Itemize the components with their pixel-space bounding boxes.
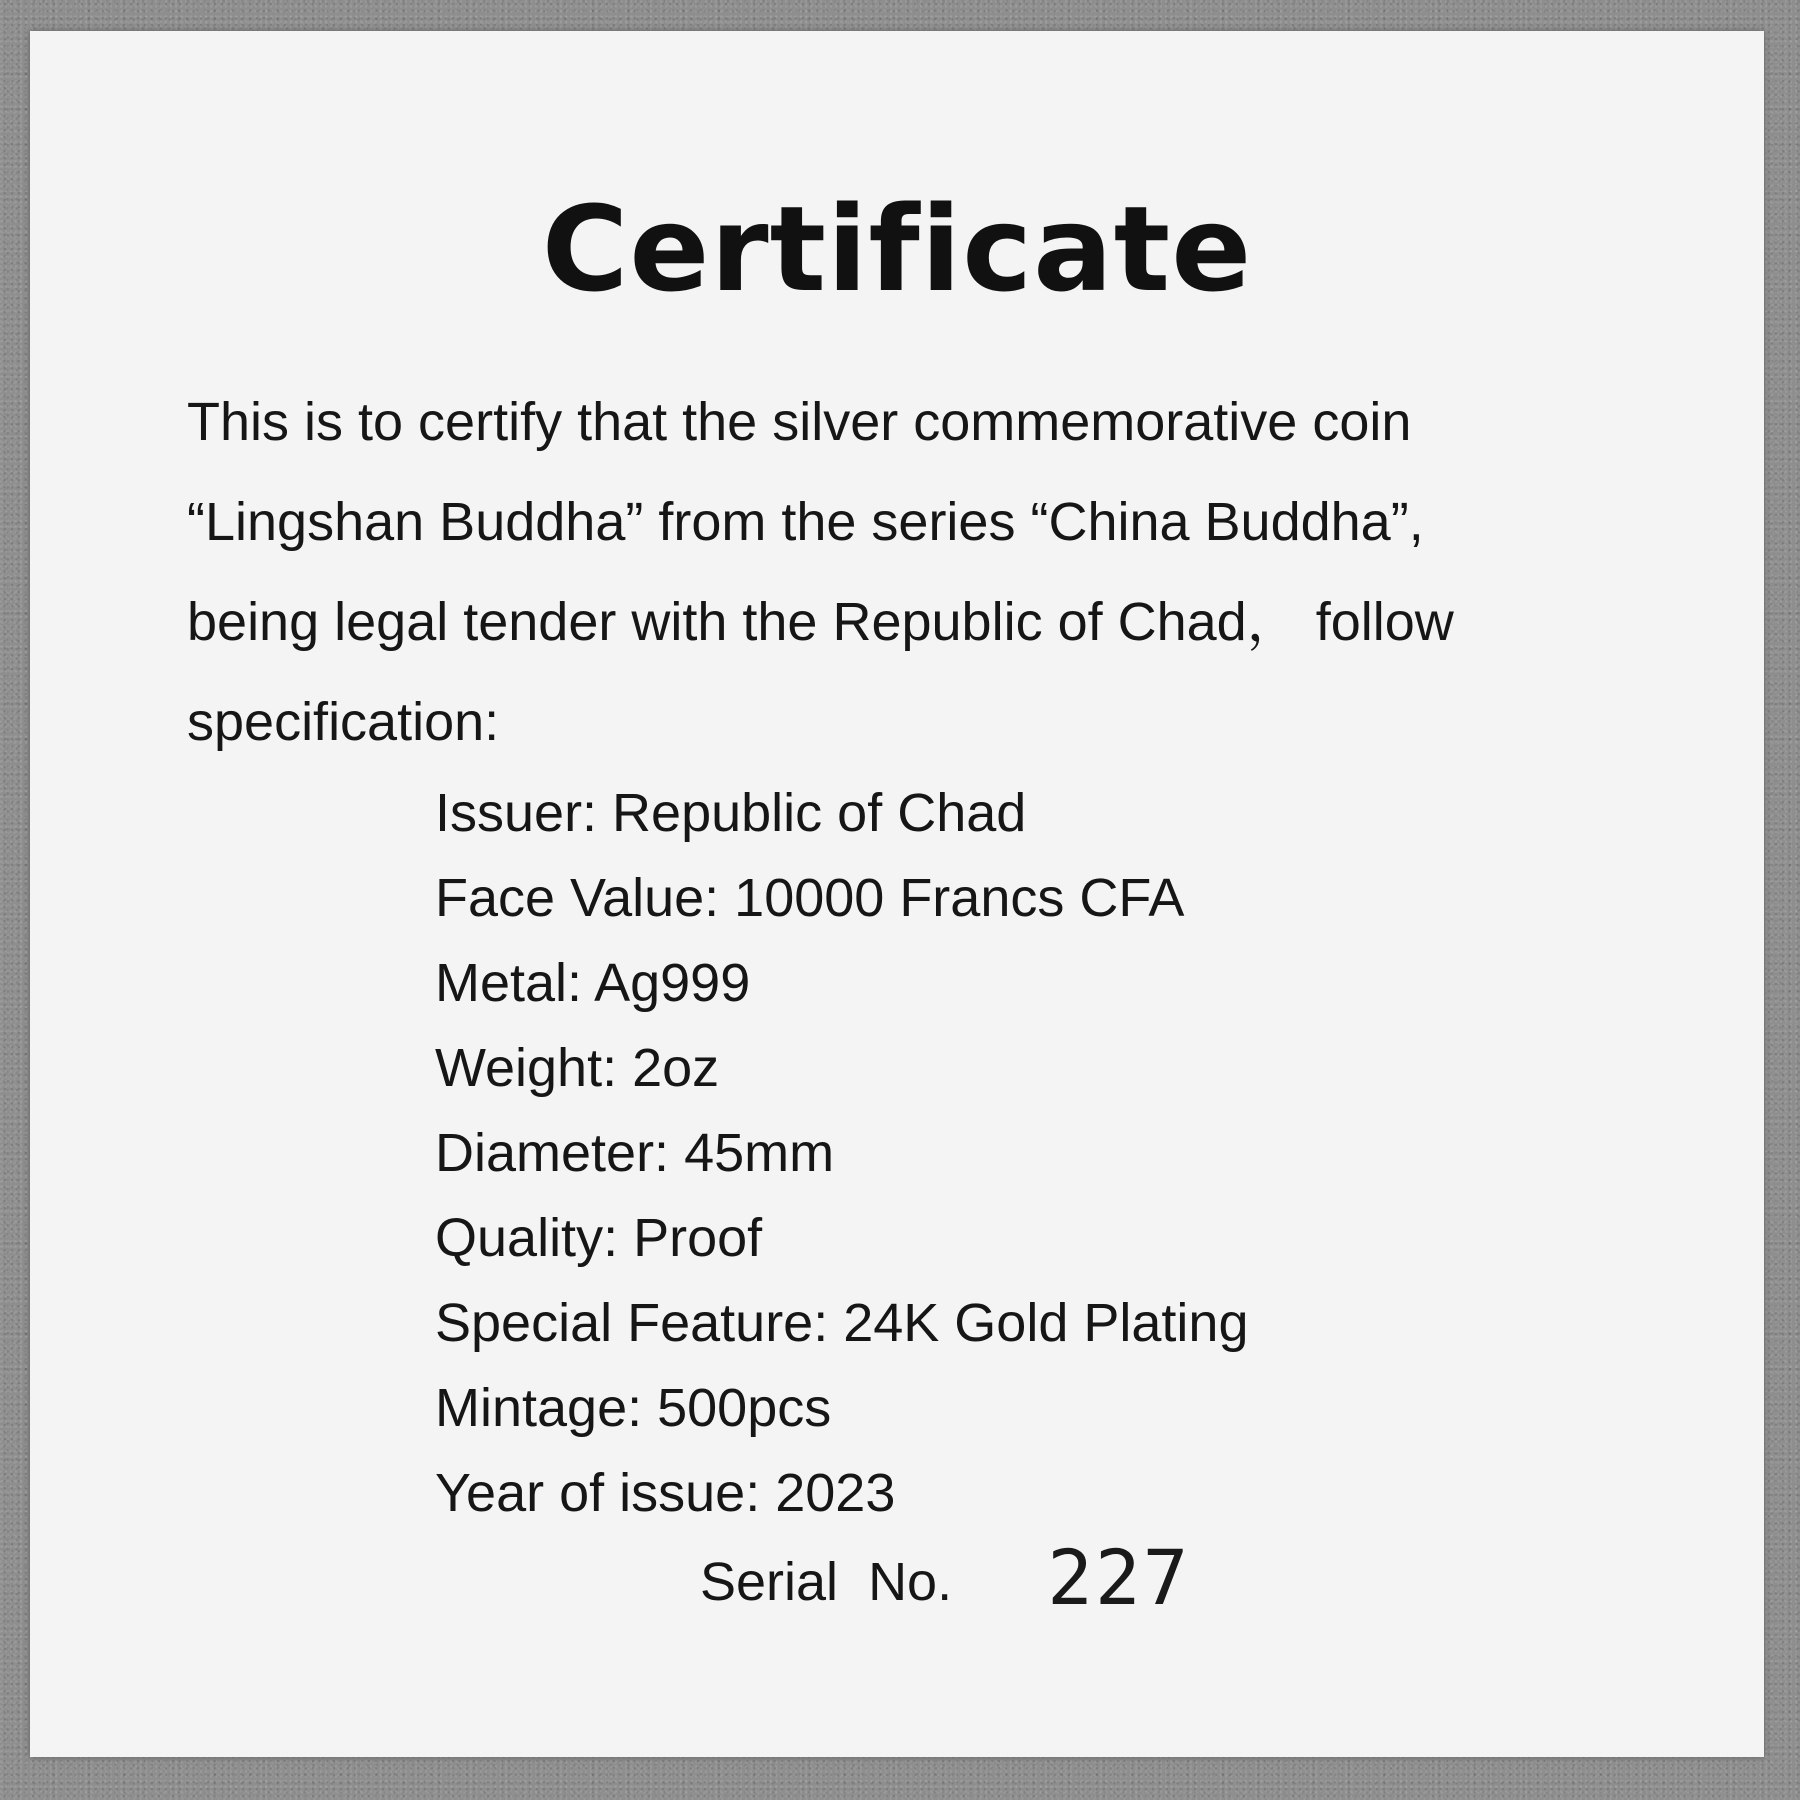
spec-special-feature: Special Feature: 24K Gold Plating — [435, 1293, 1249, 1353]
certificate-intro — [187, 372, 1637, 772]
certificate-title: Certificate — [541, 180, 1253, 318]
intro-line: “Lingshan Buddha” from the series “China Buddha”, — [187, 492, 1424, 552]
spec-face-value: Face Value: 10000 Francs CFA — [435, 868, 1185, 928]
certificate-card — [30, 31, 1764, 1757]
serial-number: 227 — [1047, 1533, 1191, 1622]
spec-issuer: Issuer: Republic of Chad — [435, 783, 1027, 843]
specification-list — [435, 771, 1248, 1536]
intro-line: being legal tender with the Republic of Chad， follow — [187, 592, 1454, 652]
spec-metal: Metal: Ag999 — [435, 953, 751, 1013]
spec-quality: Quality: Proof — [435, 1208, 763, 1268]
spec-weight: Weight: 2oz — [435, 1038, 720, 1098]
intro-line: specification: — [187, 692, 500, 752]
spec-year-of-issue: Year of issue: 2023 — [435, 1463, 896, 1523]
spec-diameter: Diameter: 45mm — [435, 1123, 835, 1183]
spec-mintage: Mintage: 500pcs — [435, 1378, 832, 1438]
serial-row — [700, 1533, 1190, 1623]
serial-label: Serial No. — [700, 1552, 953, 1612]
intro-line: This is to certify that the silver commemorative coin — [187, 392, 1412, 452]
